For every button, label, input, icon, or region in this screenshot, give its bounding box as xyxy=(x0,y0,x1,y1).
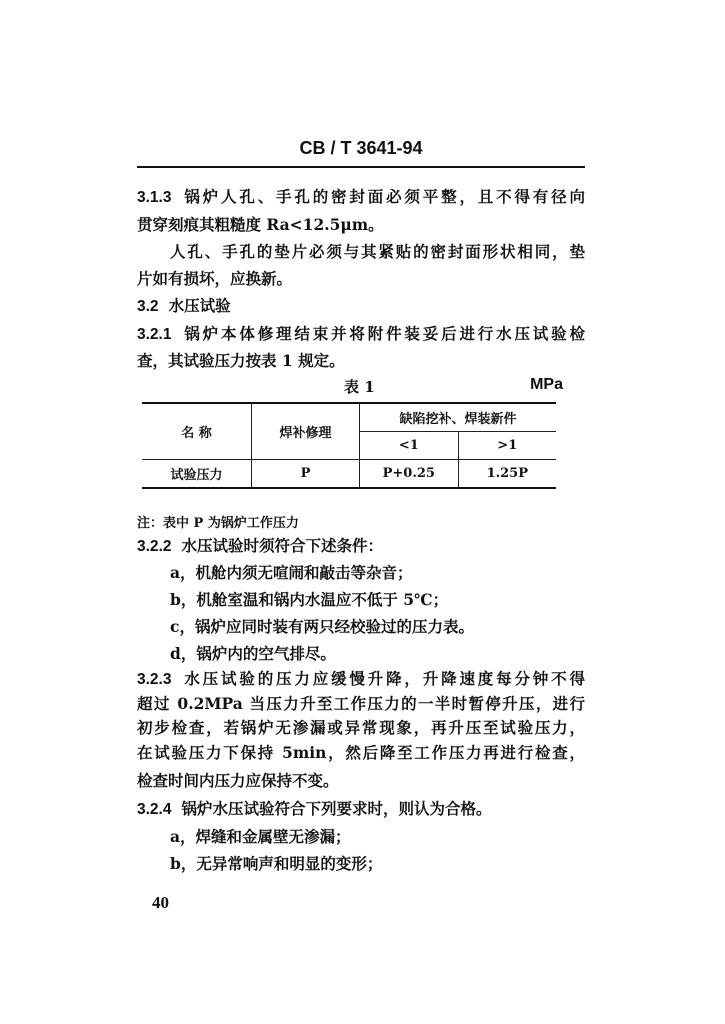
header-name-cell: 名 称 xyxy=(142,403,252,460)
para-text: 水压试验时须符合下述条件： xyxy=(181,536,383,555)
header-lt1-cell: <1 xyxy=(360,432,459,460)
header-rule xyxy=(137,166,585,168)
para-324-heading xyxy=(137,798,585,821)
para-321-line2: 查，其试验压力按表 1 规定。 xyxy=(137,351,345,370)
row-label-cell: 试验压力 xyxy=(142,460,252,489)
pressure-table xyxy=(142,402,556,489)
para-323-line2: 超过 0.2MPa 当压力升至工作压力的一半时暂停升压，进行 xyxy=(137,694,585,713)
clause-number: 3.2.1 xyxy=(137,326,172,343)
para-313-line2: 贯穿刻痕其粗糙度 Ra<12.5μm。 xyxy=(137,215,384,234)
list-item: b，无异常响声和明显的变形； xyxy=(170,854,383,873)
para-313b-line1: 人孔、手孔的垫片必须与其紧贴的密封面形状相同，垫 xyxy=(170,242,585,261)
table-caption-row xyxy=(137,376,585,396)
header-group-cell: 缺陷挖补、焊装新件 xyxy=(360,403,556,432)
header-gt1-cell: >1 xyxy=(458,432,556,460)
para-322-heading xyxy=(137,535,585,558)
para-323-line3: 初步检查，若锅炉无渗漏或异常现象，再升压至试验压力， xyxy=(137,718,585,737)
para-323-line1 xyxy=(137,668,585,691)
para-text: 水压试验的压力应缓慢升降，升降速度每分钟不得 xyxy=(181,669,585,688)
clause-number: 3.2.2 xyxy=(137,538,172,555)
header-weld-cell: 焊补修理 xyxy=(252,403,360,460)
clause-number: 3.2.3 xyxy=(137,671,172,688)
list-item: b，机舱室温和锅内水温应不低于 5℃； xyxy=(170,590,449,609)
table-note: 注：表中 P 为锅炉工作压力 xyxy=(137,516,299,531)
para-text: 锅炉水压试验符合下列要求时，则认为合格。 xyxy=(181,799,492,818)
para-323-line4: 在试验压力下保持 5min，然后降至工作压力再进行检查， xyxy=(137,743,585,762)
section-number: 3.2 xyxy=(137,298,159,315)
section-32-heading xyxy=(137,295,585,318)
para-text: 锅炉人孔、手孔的密封面必须平整，且不得有径向 xyxy=(181,187,585,206)
clause-number: 3.2.4 xyxy=(137,801,172,818)
row-gt1-cell: 1.25P xyxy=(458,460,556,489)
table-caption: 表 1 xyxy=(344,378,375,396)
para-323-line5: 检查时间内压力应保持不变。 xyxy=(137,771,339,790)
page-number: 40 xyxy=(152,893,169,912)
table-unit: MPa xyxy=(530,376,563,393)
row-lt1-cell: P+0.25 xyxy=(360,460,459,489)
list-item: c，锅炉应同时装有两只经校验过的压力表。 xyxy=(170,617,474,636)
para-321-line1 xyxy=(137,323,585,346)
list-item: d，锅炉内的空气排尽。 xyxy=(170,644,336,663)
para-313b-line2: 片如有损坏，应换新。 xyxy=(137,269,293,288)
list-item: a，焊缝和金属壁无渗漏； xyxy=(170,827,351,846)
standard-code-header: CB / T 3641-94 xyxy=(299,138,423,158)
section-title: 水压试验 xyxy=(168,296,231,315)
list-item: a，机舱内须无喧闹和敲击等杂音； xyxy=(170,563,413,582)
clause-number: 3.1.3 xyxy=(137,189,172,206)
row-weld-cell: P xyxy=(252,460,360,489)
para-text: 锅炉本体修理结束并将附件装妥后进行水压试验检 xyxy=(181,324,585,343)
para-313-line1 xyxy=(137,186,585,209)
